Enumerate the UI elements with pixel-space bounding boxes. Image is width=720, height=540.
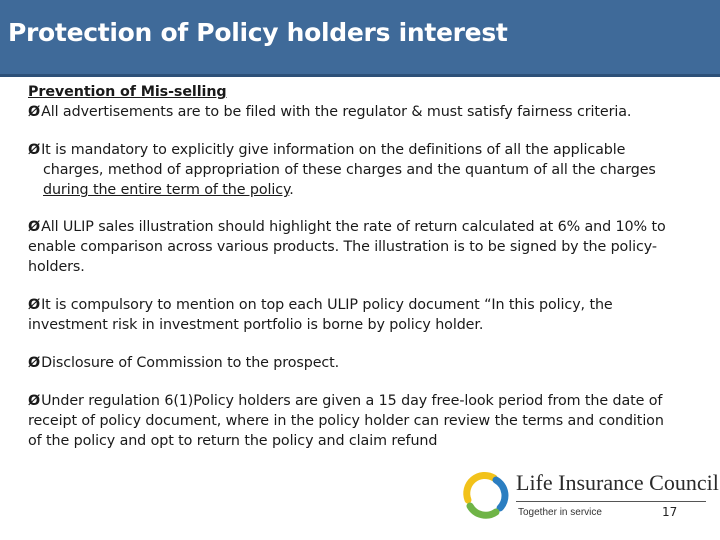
bullet-continuation: investment risk in investment portfolio is borne by policy holder. (28, 317, 484, 333)
bullet-text: Under regulation 6(1)Policy holders are given a 15 day free-look period from the date of (41, 393, 663, 409)
section-heading: Prevention of Mis-selling (28, 84, 227, 100)
arrow-bullet-icon: Ø (28, 104, 41, 120)
bullet-charges (28, 140, 694, 160)
bullet-continuation: enable comparison across various products. The illustration is to be signed by the policy- (28, 239, 657, 255)
bullet-text: It is compulsory to mention on top each ULIP policy document “In this policy, the (41, 297, 613, 313)
council-emblem-icon (460, 470, 512, 522)
period: . (289, 182, 294, 198)
arrow-bullet-icon: Ø (28, 142, 41, 158)
page-number: 17 (662, 505, 678, 519)
underlined-text: during the entire term of the policy (43, 182, 290, 198)
logo-divider (516, 501, 706, 502)
bullet-continuation: of the policy and opt to return the policy and claim refund (28, 433, 438, 449)
bullet-continuation: receipt of policy document, where in the policy holder can review the terms and condition (28, 413, 664, 429)
emblem-arc-yellow (467, 475, 494, 500)
emblem-arc-blue (496, 480, 505, 508)
arrow-bullet-icon: Ø (28, 355, 41, 371)
title-bar (0, 0, 720, 77)
title-rule (0, 74, 720, 77)
bullet-investment-risk (28, 295, 694, 315)
bullet-text: All advertisements are to be filed with the regulator & must satisfy fairness criteria. (41, 104, 632, 120)
logo-tagline: Together in service (518, 507, 602, 518)
bullet-text: Disclosure of Commission to the prospect. (41, 355, 340, 371)
slide-title: Protection of Policy holders interest (8, 18, 508, 47)
bullet-advertisements (28, 102, 694, 122)
logo-name: Life Insurance Council (516, 470, 719, 495)
emblem-arc-green (470, 506, 496, 515)
arrow-bullet-icon: Ø (28, 219, 41, 235)
bullet-text: All ULIP sales illustration should highlight the rate of return calculated at 6% and 10% to (41, 219, 666, 235)
arrow-bullet-icon: Ø (28, 393, 41, 409)
bullet-ulip-illustration (28, 217, 694, 237)
bullet-commission (28, 353, 694, 373)
bullet-free-look (28, 391, 694, 411)
arrow-bullet-icon: Ø (28, 297, 41, 313)
bullet-continuation: holders. (28, 259, 85, 275)
bullet-text: It is mandatory to explicitly give information on the definitions of all the applicable (41, 142, 626, 158)
slide-content (28, 82, 694, 451)
bullet-continuation: charges, method of appropriation of these charges and the quantum of all the charges (43, 162, 656, 178)
bullet-continuation (28, 180, 694, 200)
